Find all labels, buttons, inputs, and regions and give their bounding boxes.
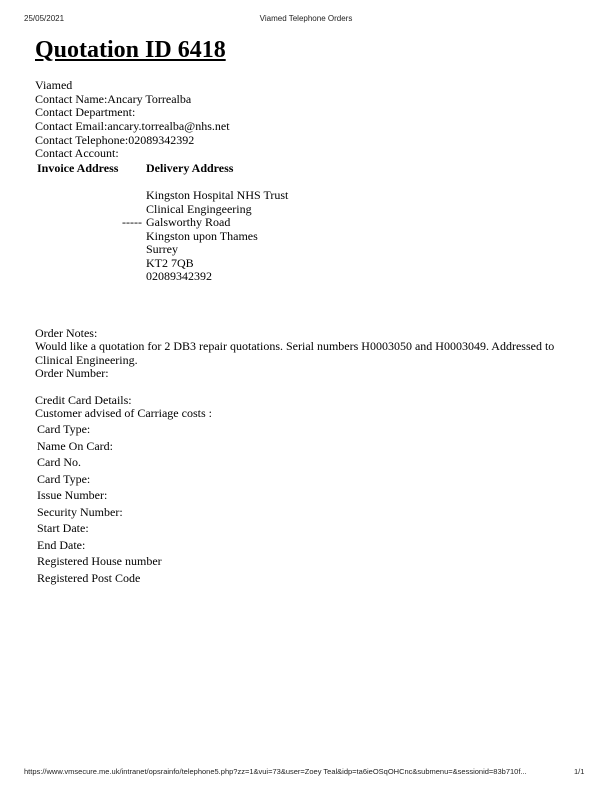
card-field: Name On Card:: [37, 439, 113, 453]
card-field: Card Type:: [37, 472, 91, 486]
delivery-line: Galsworthy Road: [146, 215, 231, 229]
credit-card-label: Credit Card Details:: [35, 393, 132, 407]
card-field: Card No.: [37, 455, 81, 469]
contact-email: Contact Email:ancary.torrealba@nhs.net: [35, 119, 230, 133]
order-notes-text: Clinical Engineering.: [35, 353, 138, 367]
order-notes-text: Would like a quotation for 2 DB3 repair quotations. Serial numbers H0003050 and H0003049. Addressed to: [35, 339, 555, 353]
card-field: Registered Post Code: [37, 571, 141, 585]
card-field: Security Number:: [37, 505, 123, 519]
company-name: Viamed: [35, 78, 73, 92]
delivery-line: KT2 7QB: [146, 256, 194, 270]
print-date: 25/05/2021: [24, 14, 65, 23]
invoice-address-placeholder: -----: [122, 215, 142, 229]
carriage-label: Customer advised of Carriage costs :: [35, 406, 212, 420]
delivery-line: Surrey: [146, 242, 178, 256]
contact-account: Contact Account:: [35, 146, 119, 160]
footer-url: https://www.vmsecure.me.uk/intranet/opsrainfo/telephone5.php?zz=1&vui=73&user=Zoey Teal&idp=ta6ieOSqOHCnc&submenu=&sessionid=83b710f...: [24, 767, 527, 776]
contact-name: Contact Name:Ancary Torrealba: [35, 92, 192, 106]
footer-page-number: 1/1: [574, 767, 585, 776]
card-field: Card Type:: [37, 422, 91, 436]
delivery-line: Kingston Hospital NHS Trust: [146, 188, 289, 202]
card-field: Start Date:: [37, 521, 89, 535]
order-number-label: Order Number:: [35, 366, 109, 380]
order-notes-label: Order Notes:: [35, 326, 98, 340]
card-field: End Date:: [37, 538, 86, 552]
delivery-address-heading: Delivery Address: [146, 161, 234, 175]
card-field: Registered House number: [37, 554, 162, 568]
delivery-line: Kingston upon Thames: [146, 229, 258, 243]
invoice-address-heading: Invoice Address: [37, 161, 119, 175]
contact-department: Contact Department:: [35, 105, 136, 119]
delivery-line: Clinical Engingeering: [146, 202, 252, 216]
contact-telephone: Contact Telephone:02089342392: [35, 133, 195, 147]
page-title: Quotation ID 6418: [35, 37, 226, 63]
card-field: Issue Number:: [37, 488, 108, 502]
delivery-line: 02089342392: [146, 269, 212, 283]
print-title: Viamed Telephone Orders: [259, 14, 353, 23]
